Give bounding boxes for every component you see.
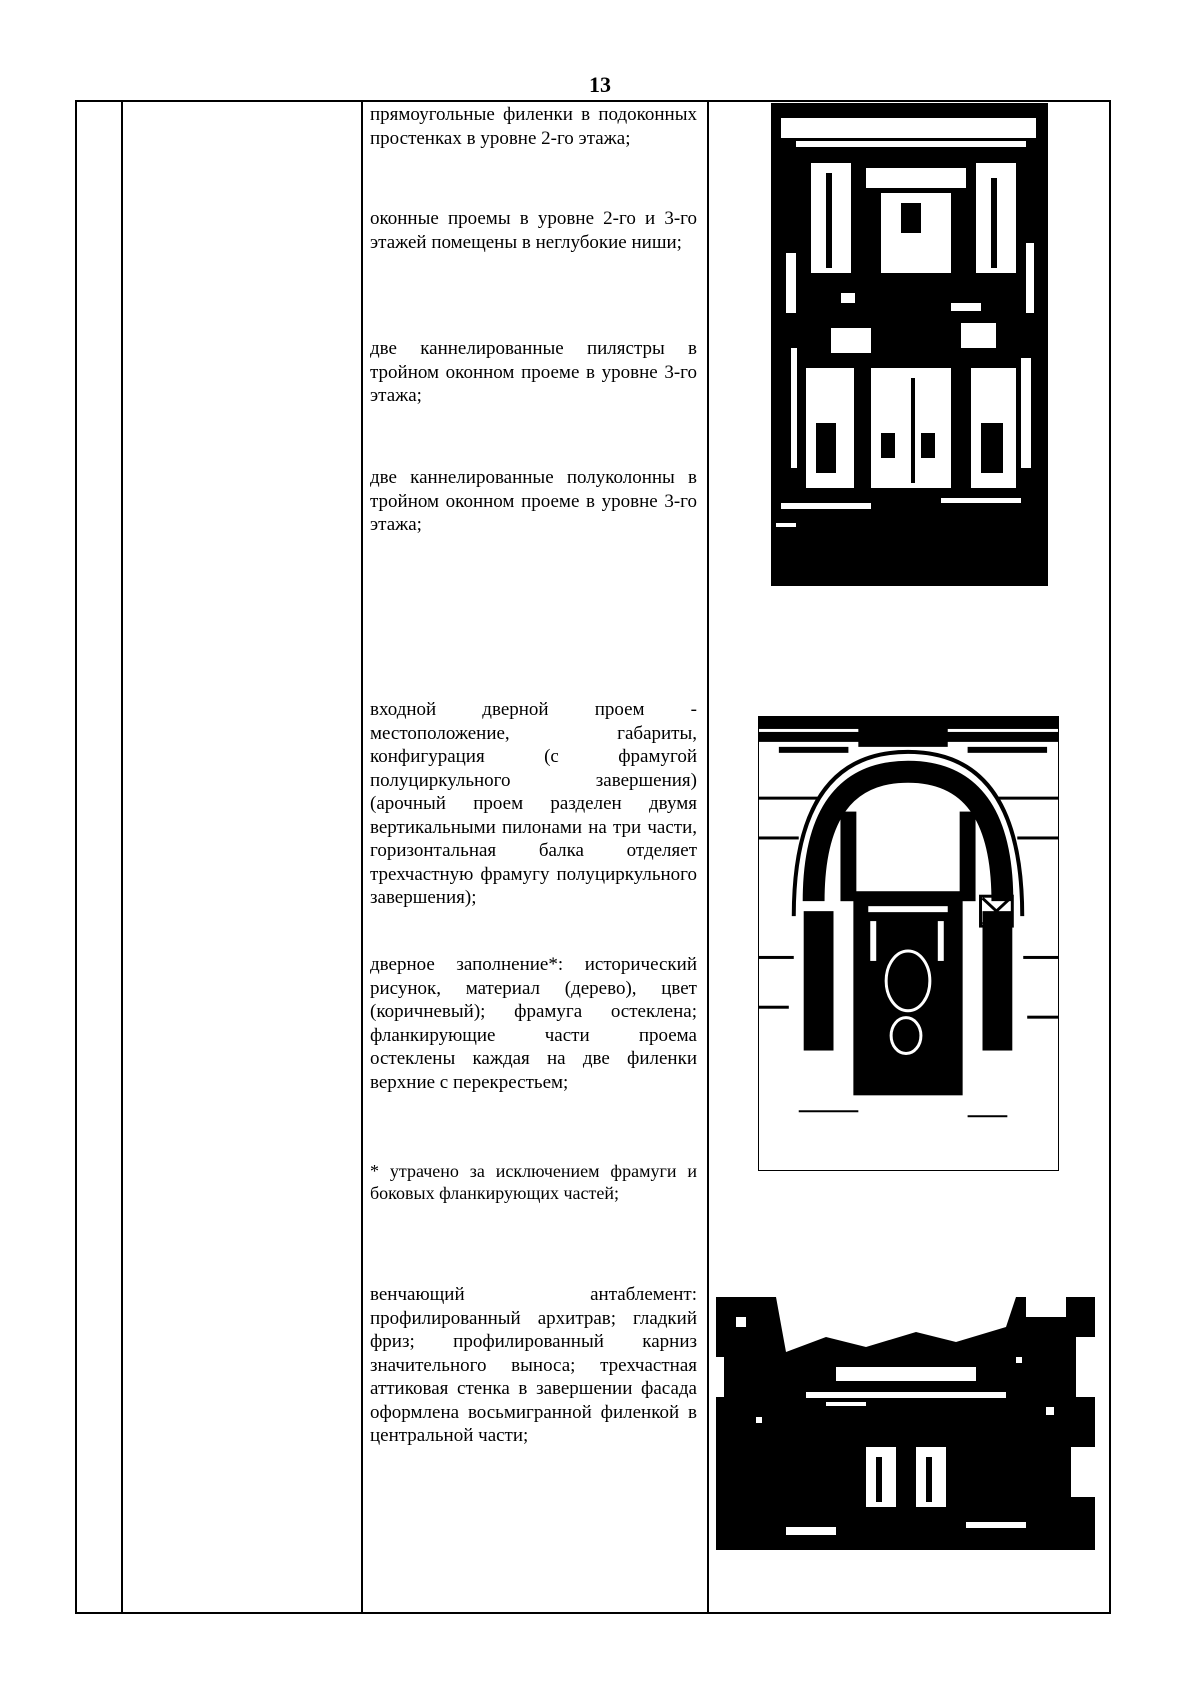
column-divider-1 <box>121 100 123 1614</box>
feature-footnote <box>370 1160 697 1204</box>
feature-window-panels <box>370 103 697 150</box>
feature-text: две каннелированные пилястры в тройном оконном проеме в уровне 3-го этажа; <box>370 338 697 406</box>
feature-text: венчающий антаблемент: профилированный архитрав; гладкий фриз; профилированный карниз значительного выноса; трехчастная аттиковая стенка в завершении фасада оформлена восьмигранной филенкой в центральной части; <box>370 1284 697 1446</box>
feature-text: дверное заполнение*: исторический рисунок, материал (дерево), цвет (коричневый); фрамуга остеклена; фланкирующие части проема остеклены каждая на две филенки верхние с перекрестьем; <box>370 954 697 1093</box>
feature-pilasters <box>370 337 697 408</box>
feature-text: входной дверной проем - местоположение, габариты, конфигурация (с фрамугой полуциркульного завершения) (арочный проем разделен двумя вертикальными пилонами на три части, горизонтальная балка отделяет трехчастную фрамугу полуциркульного завершения); <box>370 699 697 908</box>
feature-window-niches <box>370 207 697 254</box>
page-number: 13 <box>589 72 611 97</box>
feature-text: две каннелированные полуколонны в тройном оконном проеме в уровне 3-го этажа; <box>370 467 697 535</box>
arched-door-photo <box>758 716 1059 1171</box>
feature-text: прямоугольные филенки в подоконных простенках в уровне 2-го этажа; <box>370 104 697 149</box>
column-divider-2 <box>361 100 363 1614</box>
feature-half-columns <box>370 466 697 537</box>
cornice-attic-photo <box>716 1297 1095 1550</box>
feature-entablature <box>370 1283 697 1448</box>
feature-entrance-door <box>370 698 697 910</box>
feature-text: оконные проемы в уровне 2-го и 3-го этажей помещены в неглубокие ниши; <box>370 208 697 253</box>
facade-windows-photo <box>771 103 1048 586</box>
feature-text: * утрачено за исключением фрамуги и боковых фланкирующих частей; <box>370 1161 697 1203</box>
column-divider-3 <box>707 100 709 1614</box>
feature-door-filling <box>370 953 697 1094</box>
